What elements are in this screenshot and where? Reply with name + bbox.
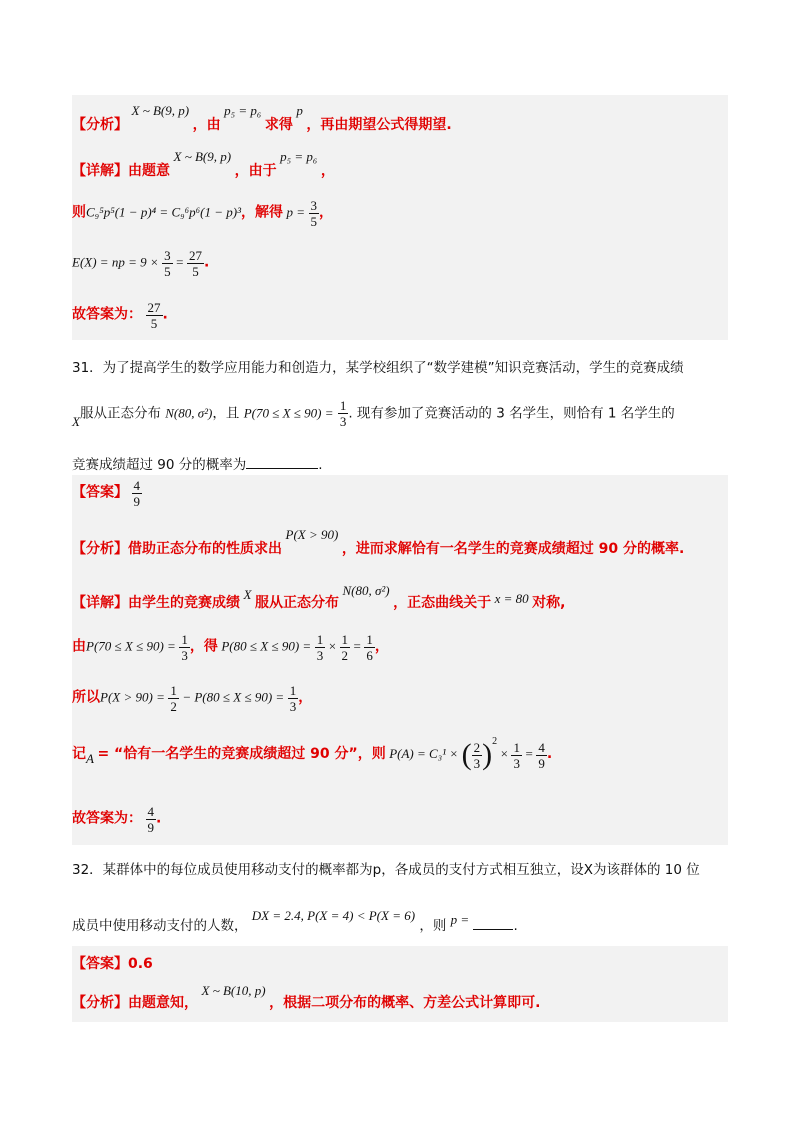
denominator: 3 — [513, 755, 520, 771]
equals: = — [176, 254, 184, 270]
math-p: p — [296, 103, 303, 118]
numerator: 1 — [170, 683, 177, 698]
fraction — [179, 632, 190, 663]
right-paren: ) — [482, 738, 493, 771]
text: ，根据二项分布的概率、方差公式计算即可. — [269, 995, 541, 1011]
math-p-eq: p = — [450, 912, 470, 927]
analysis-tag: 【分析】 — [72, 995, 128, 1011]
fraction — [288, 683, 299, 714]
text: 借助正态分布的性质求出 — [128, 541, 282, 557]
sol31-analysis-line — [72, 526, 684, 558]
equals: = — [353, 638, 361, 654]
text: . — [203, 254, 210, 271]
text: 由题意知， — [128, 995, 198, 1011]
answer-blank[interactable] — [246, 456, 318, 469]
text: 由 — [72, 638, 86, 655]
text: ，解得 — [241, 204, 284, 221]
answer-blank[interactable] — [473, 917, 513, 930]
text: . 现有参加了竞赛活动的 3 名学生，则恰有 1 名学生的 — [348, 405, 675, 422]
denominator: 5 — [164, 264, 171, 279]
sol30-final-answer — [72, 300, 168, 331]
text: ，由 — [192, 117, 221, 133]
numerator: 4 — [538, 739, 545, 755]
sol31-answer-line — [72, 478, 142, 509]
sol31-equation-3 — [72, 738, 552, 772]
sol32-answer-line — [72, 953, 153, 973]
denominator: 2 — [341, 648, 349, 663]
numerator: 1 — [289, 683, 297, 698]
text: 由题意 — [128, 163, 170, 179]
text: . — [513, 918, 518, 934]
text: 所以 — [72, 689, 100, 706]
denominator: 5 — [150, 316, 158, 331]
text: 对称, — [532, 595, 566, 611]
math-probability: P(80 ≤ X ≤ 90) = — [221, 638, 312, 654]
q32-line-1: 32．某群体中的每位成员使用移动支付的概率都为p，各成员的支付方式相互独立，设X为该群体的 10 位 — [72, 862, 700, 878]
q31-line-3 — [72, 453, 323, 473]
numerator: 1 — [366, 632, 373, 647]
times: × — [328, 638, 337, 654]
answer-fraction — [132, 478, 143, 509]
sol31-final-answer — [72, 804, 161, 835]
text: . — [156, 810, 162, 827]
text: ， — [298, 689, 313, 706]
denominator: 5 — [310, 214, 318, 229]
text: . — [162, 306, 168, 323]
math-expectation: E(X) = np = 9 × — [72, 254, 159, 270]
q31-line-1: 31．为了提高学生的数学应用能力和创造力，某学校组织了“数学建模”知识竞赛活动，学生的竞赛成绩 — [72, 360, 684, 376]
fraction — [536, 740, 547, 771]
math-symmetry-axis: x = 80 — [494, 591, 529, 606]
math-normal-distribution: N(80, σ²) — [342, 583, 390, 598]
fraction — [162, 248, 173, 279]
math-probability: − P(80 ≤ X ≤ 90) = — [182, 689, 285, 705]
numerator: 1 — [513, 739, 520, 755]
answer-fraction — [146, 804, 157, 835]
text: ， — [320, 163, 335, 179]
detail-tag: 【详解】 — [72, 595, 128, 611]
text: 竞赛成绩超过 90 分的概率为 — [72, 457, 247, 473]
answer-label: 故答案为： — [72, 306, 142, 323]
fraction — [364, 632, 375, 663]
sol32-analysis-line — [72, 980, 540, 1012]
text: ，由于 — [234, 163, 277, 179]
sol31-equation-2 — [72, 683, 312, 714]
times: × — [500, 746, 508, 762]
q32-line-2 — [72, 904, 518, 934]
sol30-equation-1 — [72, 198, 333, 229]
denominator: 9 — [147, 820, 154, 835]
text: 求得 — [264, 117, 293, 133]
numerator: 1 — [181, 632, 188, 647]
math-normal-distribution: N(80, σ²) — [165, 405, 213, 421]
math-x: X — [243, 587, 252, 602]
denominator: 3 — [339, 414, 347, 429]
denominator: 3 — [473, 755, 481, 771]
numerator: 27 — [188, 248, 202, 263]
fraction — [315, 632, 326, 663]
left-paren: ( — [461, 738, 472, 771]
text: . — [546, 746, 553, 763]
sol31-equation-1 — [72, 632, 389, 663]
math-binomial-equation: C₉⁵p⁵(1 − p)⁴ = C₉⁶p⁶(1 − p)³ — [86, 204, 242, 220]
text: ，进而求解恰有一名学生的竞赛成绩超过 90 分的概率. — [341, 541, 685, 557]
text: = “恰有一名学生的竞赛成绩超过 90 分”，则 — [97, 746, 386, 763]
denominator: 3 — [316, 648, 324, 663]
math-probability: P(A) = C₃¹ × — [389, 746, 459, 762]
text: ，则 — [419, 918, 447, 934]
math-probability: P(70 ≤ X ≤ 90) = — [86, 638, 176, 654]
numerator: 4 — [133, 478, 140, 493]
denominator: 3 — [289, 699, 297, 714]
equals: = — [525, 746, 533, 762]
text: 成员中使用移动支付的人数， — [72, 918, 248, 934]
numerator: 2 — [473, 739, 481, 755]
text: ，再由期望公式得期望. — [306, 117, 452, 133]
sol30-detail-line — [72, 150, 335, 182]
fraction — [309, 198, 320, 229]
denominator: 3 — [181, 648, 188, 663]
sol30-equation-2 — [72, 248, 209, 279]
denominator: 9 — [133, 494, 140, 509]
numerator: 3 — [164, 248, 171, 263]
answer-tag: 【答案】 — [72, 956, 128, 972]
fraction — [340, 632, 351, 663]
text: ，得 — [189, 638, 218, 655]
fraction — [187, 248, 204, 279]
math-x-binomial: X ~ B(10, p) — [201, 983, 266, 998]
fraction — [338, 398, 349, 429]
denominator: 6 — [366, 648, 373, 663]
math-p5-eq-p6: p₅ = p₆ — [280, 149, 318, 164]
answer-tag: 【答案】 — [72, 484, 128, 501]
math-p-eq: p = — [286, 204, 306, 220]
numerator: 1 — [341, 632, 349, 647]
numerator: 1 — [339, 398, 347, 413]
answer-label: 故答案为： — [72, 810, 142, 827]
text: 由学生的竞赛成绩 — [128, 595, 240, 611]
denominator: 9 — [538, 755, 545, 771]
q31-line-2 — [72, 398, 675, 429]
sol30-analysis-line — [72, 104, 452, 138]
answer-fraction — [146, 300, 163, 331]
detail-tag: 【详解】 — [72, 163, 128, 179]
text: 服从正态分布 — [254, 595, 339, 611]
analysis-tag: 【分析】 — [72, 117, 128, 133]
math-variance-condition: DX = 2.4, P(X = 4) < P(X = 6) — [251, 908, 416, 923]
numerator: 4 — [147, 804, 154, 819]
text: ，且 — [212, 405, 240, 422]
answer-value: 0.6 — [128, 956, 153, 972]
exponent: 2 — [492, 736, 498, 748]
math-x-binomial: X ~ B(9, p) — [131, 103, 190, 118]
math-p5-eq-p6: p₅ = p₆ — [224, 103, 262, 118]
denominator: 2 — [170, 699, 177, 714]
text: 服从正态分布 — [79, 405, 161, 422]
text: ， — [319, 204, 334, 221]
numerator: 27 — [147, 300, 161, 315]
text: ， — [374, 638, 389, 655]
fraction — [511, 740, 522, 771]
text: 记 — [72, 746, 86, 763]
math-x: X — [72, 413, 80, 429]
fraction — [472, 740, 483, 771]
sol31-detail-line — [72, 580, 565, 614]
fraction — [168, 683, 179, 714]
text: ，正态曲线关于 — [393, 595, 492, 611]
text: . — [318, 457, 323, 473]
analysis-tag: 【分析】 — [72, 541, 128, 557]
denominator: 5 — [192, 264, 199, 279]
numerator: 3 — [310, 198, 318, 213]
math-x-binomial: X ~ B(9, p) — [173, 149, 232, 164]
math-probability: P(X > 90) — [285, 527, 339, 542]
math-probability: P(70 ≤ X ≤ 90) = — [243, 405, 334, 421]
text: 则 — [72, 204, 86, 221]
math-event-a: A — [86, 751, 94, 767]
numerator: 1 — [316, 632, 324, 647]
math-probability: P(X > 90) = — [100, 689, 165, 705]
